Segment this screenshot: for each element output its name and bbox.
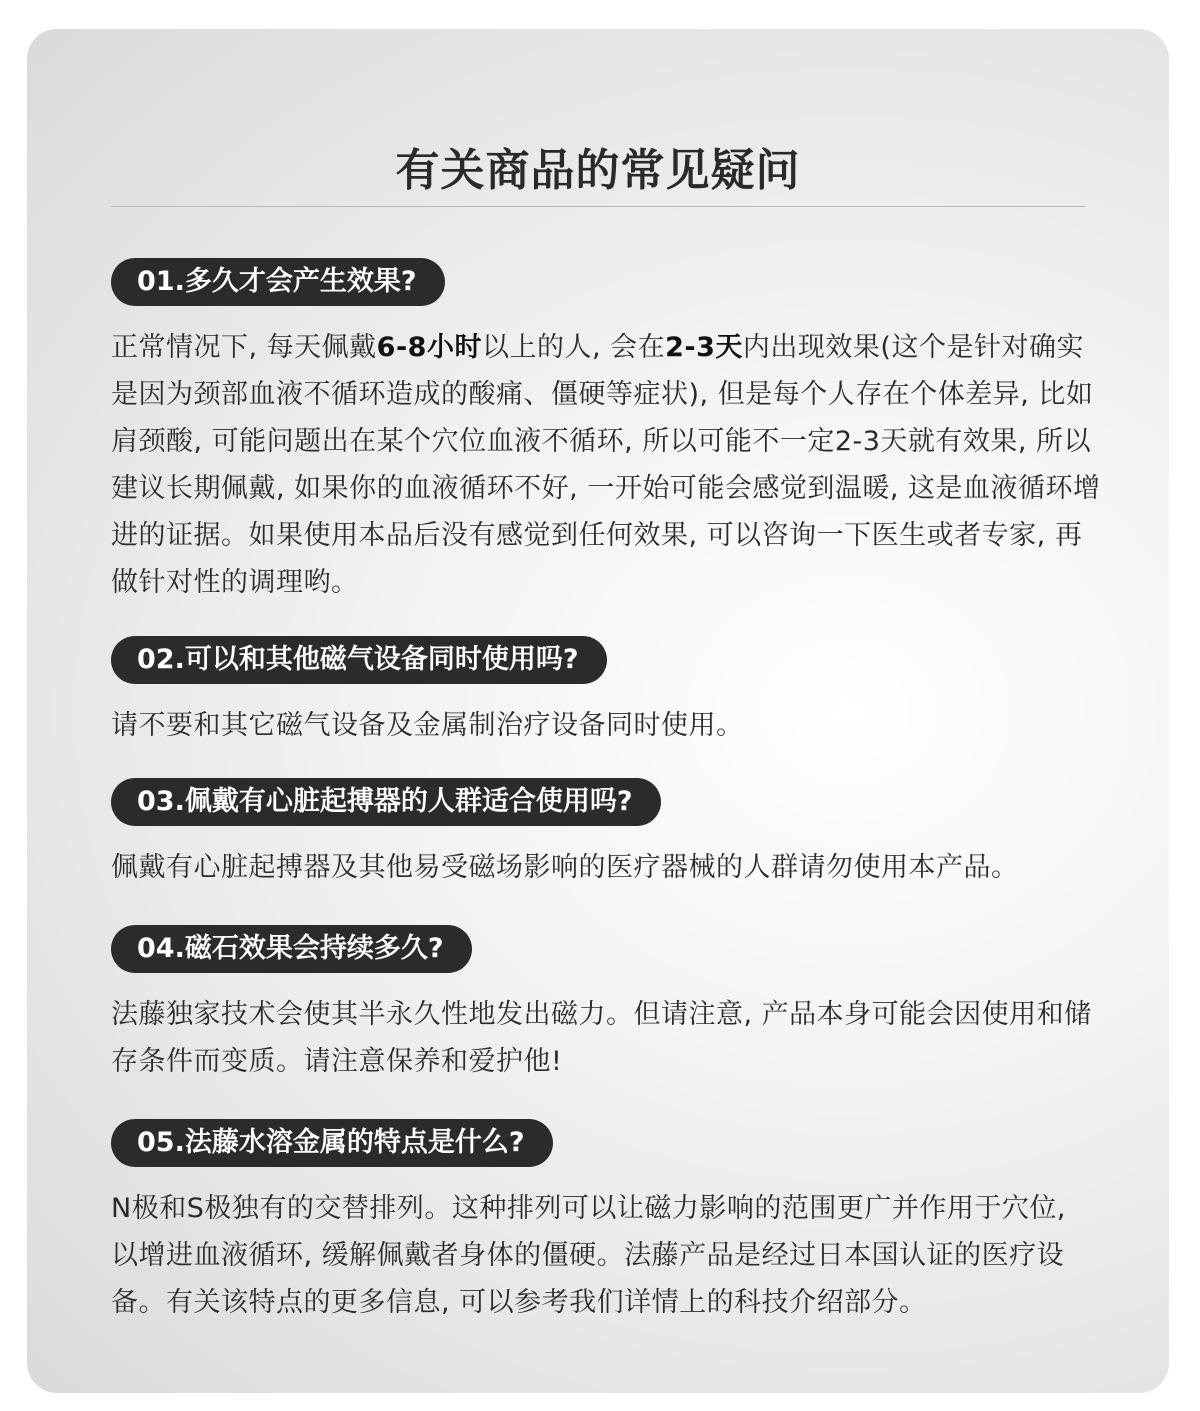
faq-answer-04: 法藤独家技术会使其半永久性地发出磁力。但请注意, 产品本身可能会因使用和储存条件而变质。请注意保养和爱护他! bbox=[111, 999, 1092, 1077]
faq-question-05: 05.法藤水溶金属的特点是什么? bbox=[111, 1119, 553, 1167]
faq-answer-02: 请不要和其它磁气设备及金属制治疗设备同时使用。 bbox=[111, 710, 744, 741]
faq-answer-01-text-b: 以上的人, 会在 bbox=[481, 332, 666, 363]
faq-answer-05: N极和S极独有的交替排列。这种排列可以让磁力影响的范围更广并作用于穴位, 以增进血液循环, 缓解佩戴者身体的僵硬。法藤产品是经过日本国认证的医疗设备。有关该特点的更多信息, 可以参考我们详情上的科技介绍部分。 bbox=[111, 1193, 1066, 1318]
faq-answer-03: 佩戴有心脏起搏器及其他易受磁场影响的医疗器械的人群请勿使用本产品。 bbox=[111, 852, 1019, 883]
faq-item-02 bbox=[111, 636, 1101, 749]
faq-answer-01-text-c: 内出现效果(这个是针对确实是因为颈部血液不循环造成的酸痛、僵硬等症状), 但是每个人存在个体差异, 比如肩颈酸, 可能问题出在某个穴位血液不循环, 所以可能不一定2-3天就有效果, 所以建议长期佩戴, 如果你的血液循环不好, 一开始可能会感觉到温暖, 这是血液循环增进的证据。如果使用本品后没有感觉到任何效果, 可以咨询一下医生或者专家, 再做针对性的调理哟。 bbox=[111, 332, 1101, 598]
faq-question-02: 02.可以和其他磁气设备同时使用吗? bbox=[111, 636, 607, 684]
faq-item-03 bbox=[111, 778, 1101, 891]
faq-answer-01-highlight-days: 2-3天 bbox=[665, 332, 743, 363]
faq-question-03: 03.佩戴有心脏起搏器的人群适合使用吗? bbox=[111, 778, 661, 826]
faq-item-01 bbox=[111, 258, 1101, 606]
page-title: 有关商品的常见疑问 bbox=[395, 145, 801, 196]
faq-answer-01-highlight-hours: 6-8小时 bbox=[376, 332, 482, 363]
faq-answer-01 bbox=[111, 324, 1101, 606]
faq-card bbox=[27, 29, 1169, 1393]
faq-question-04: 04.磁石效果会持续多久? bbox=[111, 925, 472, 973]
faq-question-01: 01.多久才会产生效果? bbox=[111, 258, 445, 306]
faq-item-04 bbox=[111, 925, 1101, 1085]
faq-answer-01-text-a: 正常情况下, 每天佩戴 bbox=[111, 332, 377, 363]
title-divider bbox=[111, 206, 1085, 207]
faq-item-05 bbox=[111, 1119, 1101, 1326]
